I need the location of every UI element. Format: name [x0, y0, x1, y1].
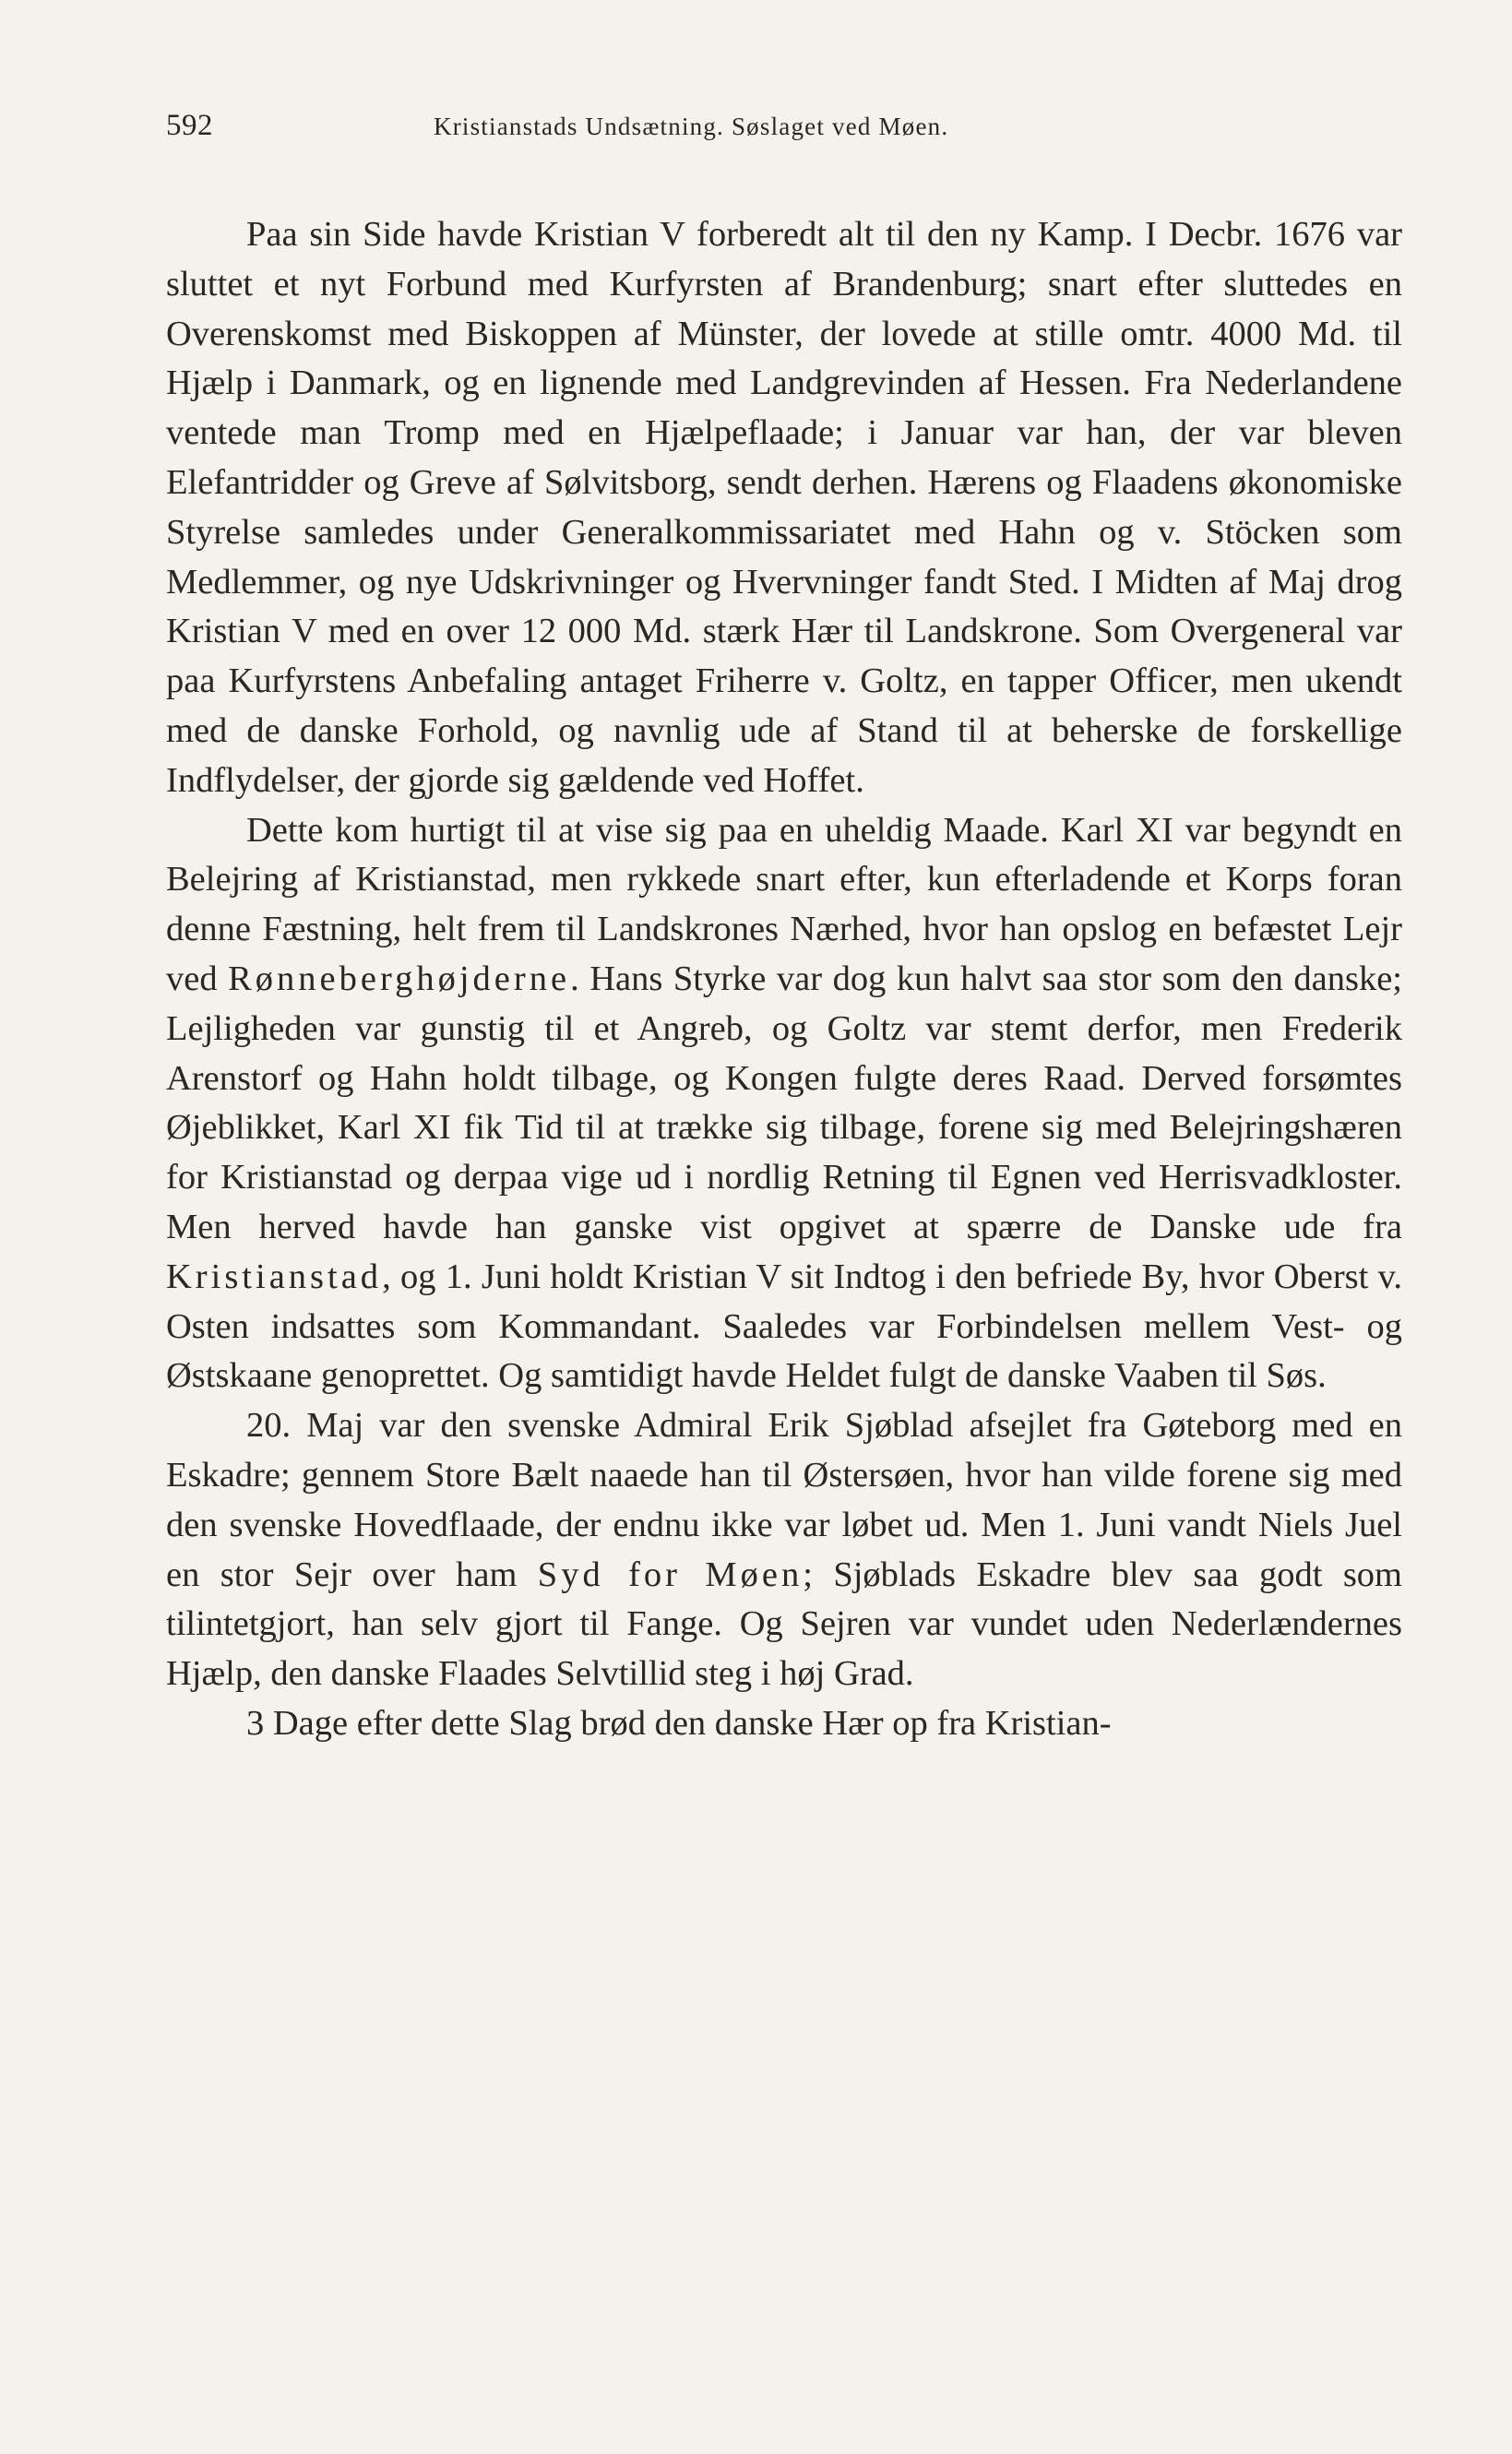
text-segment: , og 1. Juni holdt Kristian V sit Indtog i den befriede By, hvor Oberst v. Osten indsattes som Kommandant. Saaledes var Forbindelsen mellem Vest- og Østskaane genoprettet. Og samtidigt havde Heldet fulgt de danske Vaaben til Søs.	[166, 1257, 1402, 1396]
spaced-place-name: Kristianstad	[166, 1257, 383, 1296]
paragraph-4	[166, 1699, 1402, 1749]
text-segment: Paa sin Side havde Kristian V forberedt alt til den ny Kamp. I Decbr. 1676 var sluttet et nyt Forbund med Kurfyrsten af Brandenburg; snart efter sluttedes en Overenskomst med Biskoppen af Münster, der lovede at stille omtr. 4000 Md. til Hjælp i Danmark, og en lignende med Landgrevinden af Hessen. Fra Nederlandene ventede man Tromp med en Hjælpeflaade; i Januar var han, der var bleven Elefantridder og Greve af Sølvitsborg, sendt derhen. Hærens og Flaadens økonomiske Styrelse samledes under Generalkommissariatet med Hahn og v. Stöcken som Medlemmer, og nye Udskrivninger og Hvervninger fandt Sted. I Midten af Maj drog Kristian V med en over 12 000 Md. stærk Hær til Landskrone. Som Overgeneral var paa Kurfyrstens Anbefaling antaget Friherre v. Goltz, en tapper Officer, men ukendt med de danske Forhold, og navnlig ude af Stand til at beherske de forskellige Indflydelser, der gjorde sig gældende ved Hoffet.	[166, 215, 1402, 800]
text-segment: 3 Dage efter dette Slag brød den danske Hær op fra Kristian-	[246, 1703, 1112, 1743]
page-number: 592	[166, 109, 213, 142]
body-text	[166, 210, 1402, 1749]
text-segment: Dette kom hurtigt til at vise sig paa en uheldig Maade. Karl XI var begyndt en Belejring af Kristianstad, men rykkede snart efter, kun efterladende et Korps foran denne Fæstning, helt frem til Landskrones Nærhed, hvor han opslog en befæstet Lejr ved	[166, 810, 1402, 998]
spaced-place-name: Syd for Møen	[537, 1555, 804, 1594]
paragraph-1	[166, 210, 1402, 806]
paragraph-2	[166, 806, 1402, 1402]
text-segment: . Hans Styrke var dog kun halvt saa stor som den danske; Lejligheden var gunstig til et Angreb, og Goltz var stemt derfor, men Frederik Arenstorf og Hahn holdt tilbage, og Kongen fulgte deres Raad. Derved forsømtes Øjeblikket, Karl XI fik Tid til at trække sig tilbage, forene sig med Belejringshæren for Kristianstad og derpaa vige ud i nordlig Retning til Egnen ved Herrisvadkloster. Men herved havde han ganske vist opgivet at spærre de Danske ude fra	[166, 959, 1402, 1246]
spaced-place-name: Rønneberghøjderne	[228, 959, 571, 998]
text-segment: 20. Maj var den svenske Admiral Erik Sjøblad afsejlet fra Gøteborg med en Eskadre; gennem Store Bælt naaede han til Østersøen, hvor han vilde forene sig med den svenske Hovedflaade, der endnu ikke var løbet ud. Men 1. Juni vandt Niels Juel en stor Sejr over ham	[166, 1406, 1402, 1594]
book-page	[166, 109, 1402, 1749]
paragraph-3	[166, 1401, 1402, 1699]
text-segment: ; Sjøblads Eskadre blev saa godt som tilintetgjort, han selv gjort til Fange. Og Sejren var vundet uden Nederlændernes Hjælp, den danske Flaades Selvtillid steg i høj Grad.	[166, 1555, 1402, 1694]
running-title: Kristianstads Undsætning. Søslaget ved Møen.	[434, 113, 949, 140]
running-header	[166, 109, 1402, 161]
